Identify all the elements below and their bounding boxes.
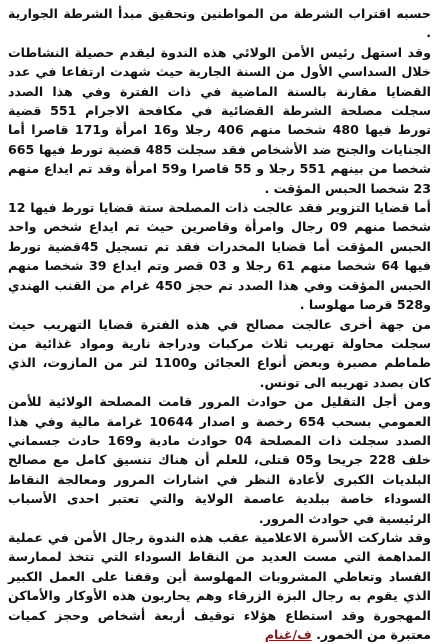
article-paragraph-1: حسبه اقتراب الشرطة من المواطنين وتحقيق مبدأ الشرطة الجوارية . <box>8 6 431 41</box>
article-paragraph-3: أما قضايا التزوير فقد عالجت ذات المصلحة ستة قضايا تورط فيها 12 شخصا منهم 09 رجال وامرأة وقاصرين حيث تم ايداع شخص واحد الحبس المؤقت أما قضايا المخدرات فقد تم تسجيل 45قضية تورط فيها 64 شخصا منهم 61 رجلا و 03 قصر وتم ايداع 39 شخصا منهم الحبس المؤقت وفي هذا الصدد تم حجز 450 غرام من القنب الهندي و528 قرصا مهلوسا . <box>8 200 432 313</box>
article-paragraph-2: وقد استهل رئيس الأمن الولائي هذه الندوة ليقدم حصيلة النشاطات خلال السداسي الأول من السنة الجارية حيث شهدت ارتفاعا في عدد القضايا مقارنة بالسنة الماضية في ذات الفترة وفي هذا الصدد سجلت مصلحة الشرطة القضائية في مكافحة الاجرام 551 قضية تورط فيها 480 شخصا منهم 406 رجلا و16 امرأة و171 قاصرا أما الجنايات والجنح ضد الأشخاص فقد سجلت 485 قضية تورط فيها 665 شخصا من بينهم 551 رجلا و 55 قاصرا و59 امرأة وقد تم ايداع منهم 23 شخصا الحبس المؤقت . <box>8 44 432 196</box>
author-signature: ف/غنام <box>264 627 312 642</box>
article-paragraph-6 <box>8 528 431 644</box>
article-paragraph-4: من جهة أخرى عالجت مصالح في هذه الفترة قضايا التهريب حيث سجلت محاولة تهريب ثلاث مركبات ودراجة نارية ومواد غذائية من طماطم مصبرة وبعض أنواع العجائن و1100 لتر من المازوت، الذي كان بصدد تهريبه الى تونس. <box>8 316 431 390</box>
article-paragraph-5: ومن أجل التقليل من حوادث المرور قامت المصلحة الولائية للأمن العمومي بسحب 654 رخصة و اصدار 10644 غرامة مالية وفي هذا الصدد سجلت ذات المصلحة 04 حوادث مادية و169 حادث جسماني خلف 228 جريحا و05 قتلى، للعلم أن هناك تنسيق كامل مع مصالح البلديات الكبرى لأعادة النظر في اشارات المرور ومعالجة النقاط السوداء خاصة ببلدية عاصمة الولاية والتي تعتبر احدى الأسباب الرئيسية في حوادث المرور. <box>8 394 431 526</box>
article-paragraph-6-text: وقد شاركت الأسرة الاعلامية عقب هذه الندوة رجال الأمن في عملية المداهمة التي مست العديد من النقاط السوداء التي تتخذ لممارسة الفساد وتعاطي المشروبات المهلوسة أين وقفنا على العمل الكبير الذي يقوم به رجال البزة الزرقاء وهم يحاربون هذه الأوكار والأماكن المهجورة وقد استطاع هؤلاء توقيف أربعة أشخاص وحجز كميات معتبرة من الخمور. <box>8 529 431 642</box>
